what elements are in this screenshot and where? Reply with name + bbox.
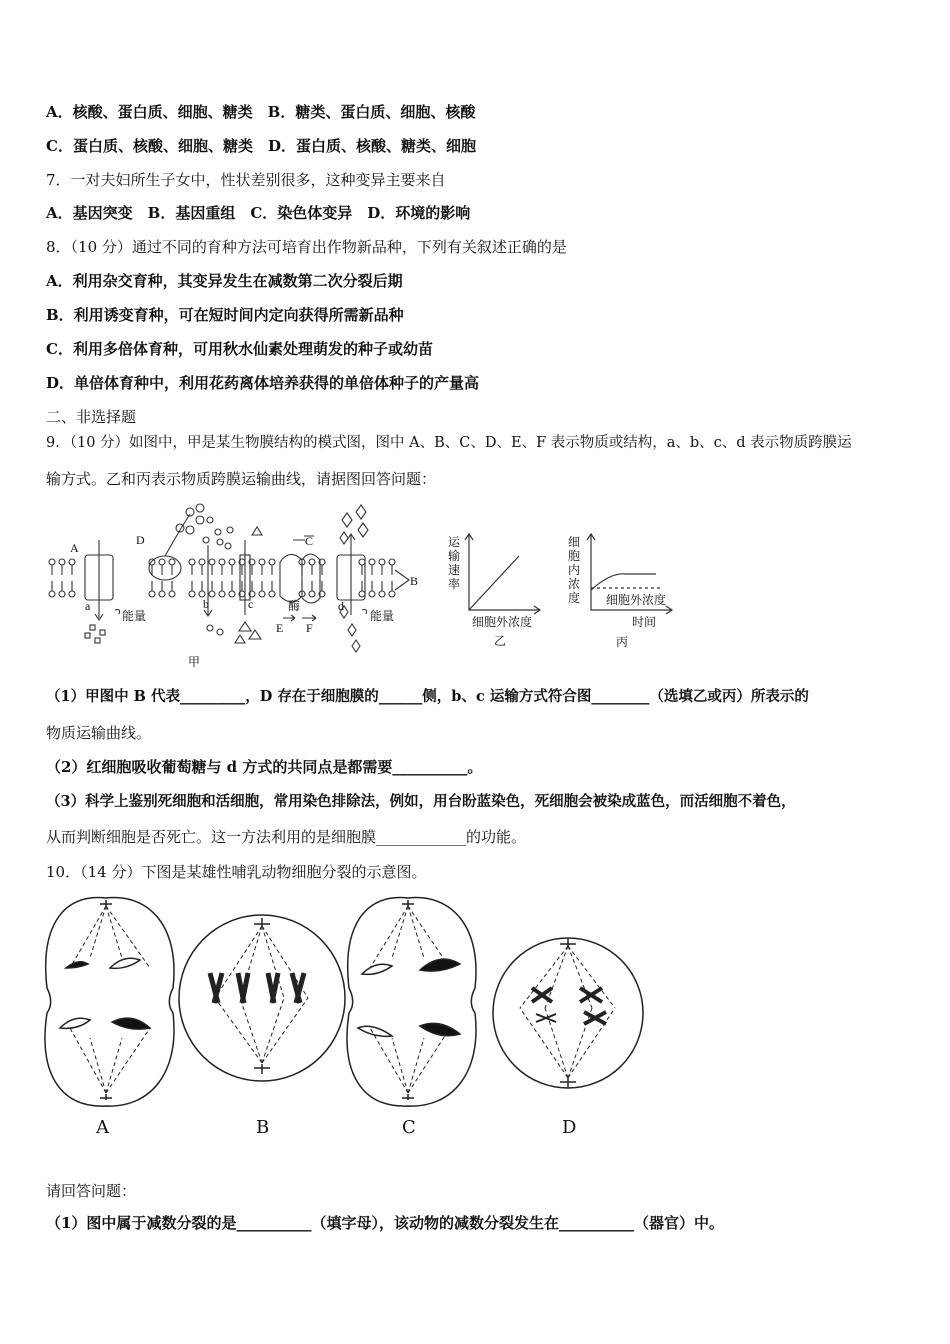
q9-part3-line1: （3）科学上鉴别死细胞和活细胞，常用染色排除法，例如，用台盼蓝染色，死细胞会被染成蓝色，而活细胞不着色，: [46, 793, 796, 810]
cell-division-figure: [40, 888, 650, 1143]
q10-ask: 请回答问题：: [46, 1182, 137, 1200]
q8-option-b: B．利用诱变育种，可在短时间内定向获得所需新品种: [46, 306, 404, 324]
q9-stem-2: 输方式。乙和丙表示物质跨膜运输曲线，请据图回答问题：: [46, 470, 437, 488]
label-energy-2: 能量: [370, 609, 395, 623]
label-c-lower: c: [248, 597, 254, 611]
label-energy-1: 能量: [122, 609, 147, 623]
label-b-upper: B: [410, 574, 419, 588]
cell-label-b: B: [256, 1117, 270, 1138]
cell-c: [347, 898, 476, 1107]
q8-option-a: A．利用杂交育种，其变异发生在减数第二次分裂后期: [46, 272, 403, 290]
q8-option-d: D．单倍体育种中，利用花药离体培养获得的单倍体种子的产量高: [46, 374, 480, 392]
q10-stem: 10．（14 分）下图是某雄性哺乳动物细胞分裂的示意图。: [46, 863, 427, 881]
label-b-lower: b: [203, 597, 209, 611]
bing-ylabel-1: 细: [568, 535, 581, 549]
phospholipid-bilayer: [49, 559, 395, 597]
q10-part1: （1）图中属于减数分裂的是__________（填字母），该动物的减数分裂发生在__________（器官）中。: [46, 1214, 724, 1232]
yi-caption: 乙: [494, 634, 507, 648]
q7-options: A．基因突变 B．基因重组 C．染色体变异 D．环境的影响: [46, 204, 471, 222]
cell-label-a: A: [96, 1117, 109, 1138]
bing-ylabel-2: 胞: [568, 549, 581, 563]
yi-ylabel-4: 率: [448, 577, 461, 591]
q9-part1-line1: （1）甲图中 B 代表_________，D 存在于细胞膜的______侧，b、c 运输方式符合图________（选填乙或丙）所表示的: [46, 688, 809, 705]
bing-ylabel-4: 浓: [568, 577, 581, 591]
bing-caption: 丙: [616, 635, 629, 649]
label-e: E: [276, 621, 284, 635]
q9-part2: （2）红细胞吸收葡萄糖与 d 方式的共同点是都需要__________。: [46, 758, 483, 776]
cell-b: [179, 915, 345, 1081]
label-f: F: [306, 621, 313, 635]
label-a-lower: a: [85, 599, 91, 613]
q9-stem-1: 9．（10 分）如图中，甲是某生物膜结构的模式图，图中 A、B、C、D、E、F 表示物质或结构，a、b、c、d 表示物质跨膜运: [46, 435, 852, 451]
graph-yi: [444, 530, 554, 650]
yi-ylabel-1: 运: [448, 535, 461, 549]
bing-xlabel: 时间: [632, 615, 657, 629]
q6-options-cd: C．蛋白质、核酸、细胞、糖类 D．蛋白质、核酸、糖类、细胞: [46, 137, 476, 155]
cell-a: [45, 898, 174, 1107]
label-c-upper: C: [305, 534, 314, 548]
bing-ylabel-5: 度: [568, 591, 581, 605]
glycoprotein-d: [149, 556, 181, 580]
label-enzyme: 酶: [288, 599, 301, 613]
cell-label-d: D: [562, 1117, 577, 1138]
yi-xlabel: 细胞外浓度: [472, 615, 533, 629]
cell-d: [493, 938, 643, 1088]
bing-ylabel-3: 内: [568, 563, 581, 577]
q9-part3-line2: 从而判断细胞是否死亡。这一方法利用的是细胞膜____________的功能。: [46, 828, 527, 846]
yi-ylabel-3: 速: [448, 563, 461, 577]
q8-option-c: C．利用多倍体育种，可用秋水仙素处理萌发的种子或幼苗: [46, 340, 433, 358]
membrane-diagram: [40, 500, 440, 670]
yi-ylabel-2: 输: [448, 549, 461, 563]
section-heading: 二、非选择题: [46, 408, 137, 426]
q8-stem: 8．（10 分）通过不同的育种方法可培育出作物新品种，下列有关叙述正确的是: [46, 238, 567, 256]
label-d: D: [136, 533, 145, 547]
cell-label-c: C: [402, 1117, 416, 1138]
label-jia: 甲: [188, 655, 201, 669]
bing-dash-label: 细胞外浓度: [606, 593, 667, 607]
q9-part1-line2: 物质运输曲线。: [46, 724, 152, 742]
graph-bing: [566, 530, 686, 655]
q7-stem: 7．一对夫妇所生子女中，性状差别很多，这种变异主要来自: [46, 171, 446, 189]
q6-options-ab: A．核酸、蛋白质、细胞、糖类 B．糖类、蛋白质、细胞、核酸: [46, 103, 476, 121]
label-a-upper: A: [70, 541, 79, 555]
label-d-lower: d: [338, 599, 344, 613]
